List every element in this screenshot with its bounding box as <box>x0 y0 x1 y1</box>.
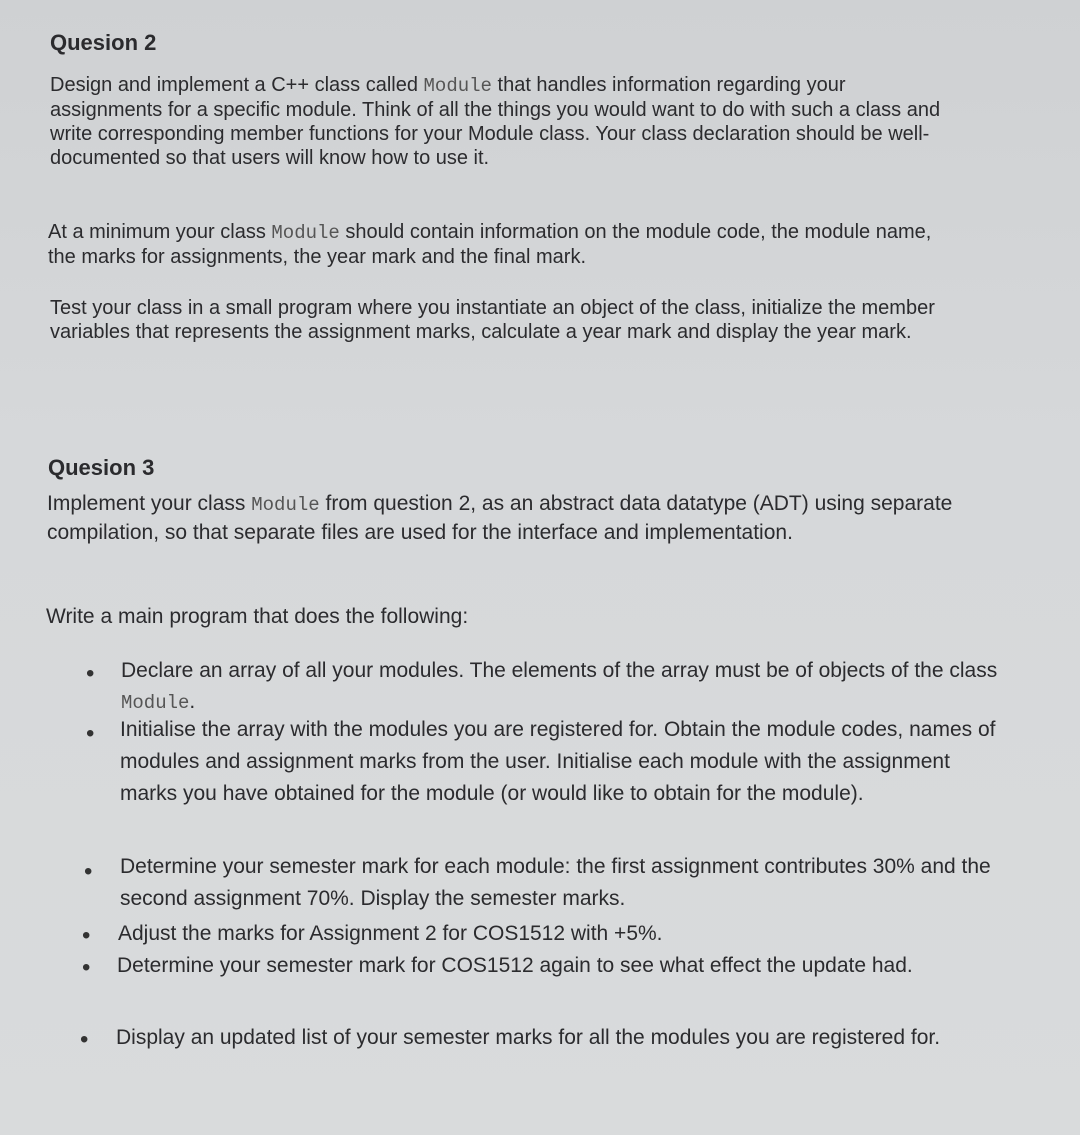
bullet-dot-icon: • <box>80 1026 89 1053</box>
bullet-dot-icon: • <box>82 954 91 981</box>
b1-text-b: . <box>189 690 196 713</box>
bullet-dot-icon: • <box>86 660 95 687</box>
question-3-intro: Write a main program that does the following: <box>46 605 469 628</box>
q3-p1-code-module: Module <box>251 494 320 516</box>
q2-p1-text-a: Design and implement a C++ class called <box>50 74 424 96</box>
bullet-dot-icon: • <box>82 922 91 949</box>
q3-p1-text-a: Implement your class <box>47 492 252 515</box>
q2-p2-code-module: Module <box>271 222 340 244</box>
q2-p1-text-b: that handles information regarding your assignments for a specific module. Think of all the things you would want to do with such a class and write corresponding member functions for your Module class. Your class declaration should be well-documented so that users will know how to use it. <box>50 74 941 169</box>
question-3-paragraph-1 <box>47 490 982 546</box>
question-2-paragraph-2 <box>48 220 963 269</box>
bullet-item-6: Display an updated list of your semester marks for all the modules you are registered for. <box>116 1026 941 1049</box>
question-2-paragraph-1 <box>50 73 955 170</box>
q3-p1-text-b: from question 2, as an abstract data datatype (ADT) using separate compilation, so that separate files are used for the interface and implementation. <box>47 492 953 544</box>
question-2-paragraph-3: Test your class in a small program where you instantiate an object of the class, initialize the member variables that represents the assignment marks, calculate a year mark and display the year mark. <box>50 297 935 343</box>
question-2-heading: Quesion 2 <box>50 30 157 55</box>
q2-p2-text-a: At a minimum your class <box>48 221 272 243</box>
bullet-item-2: Initialise the array with the modules you are registered for. Obtain the module codes, names of modules and assignment marks from the user. Initialise each module with the assignment marks you have obtained for the module (or would like to obtain for the module). <box>120 718 996 805</box>
b1-code-module: Module <box>121 692 190 714</box>
b1-text-a: Declare an array of all your modules. The elements of the array must be of objects of the class <box>121 659 998 682</box>
question-3-heading: Quesion 3 <box>48 455 155 480</box>
bullet-dot-icon: • <box>86 720 95 747</box>
q2-p1-code-module: Module <box>423 75 492 97</box>
bullet-item-3: Determine your semester mark for each module: the first assignment contributes 30% and the second assignment 70%. Display the semester marks. <box>120 855 991 910</box>
bullet-dot-icon: • <box>84 858 93 885</box>
bullet-item-5: Determine your semester mark for COS1512 again to see what effect the update had. <box>117 954 913 977</box>
bullet-item-4: Adjust the marks for Assignment 2 for COS1512 with +5%. <box>118 922 663 945</box>
bullet-item-1 <box>121 655 1001 719</box>
q2-p2-text-b: should contain information on the module code, the module name, the marks for assignments, the year mark and the final mark. <box>48 221 932 268</box>
